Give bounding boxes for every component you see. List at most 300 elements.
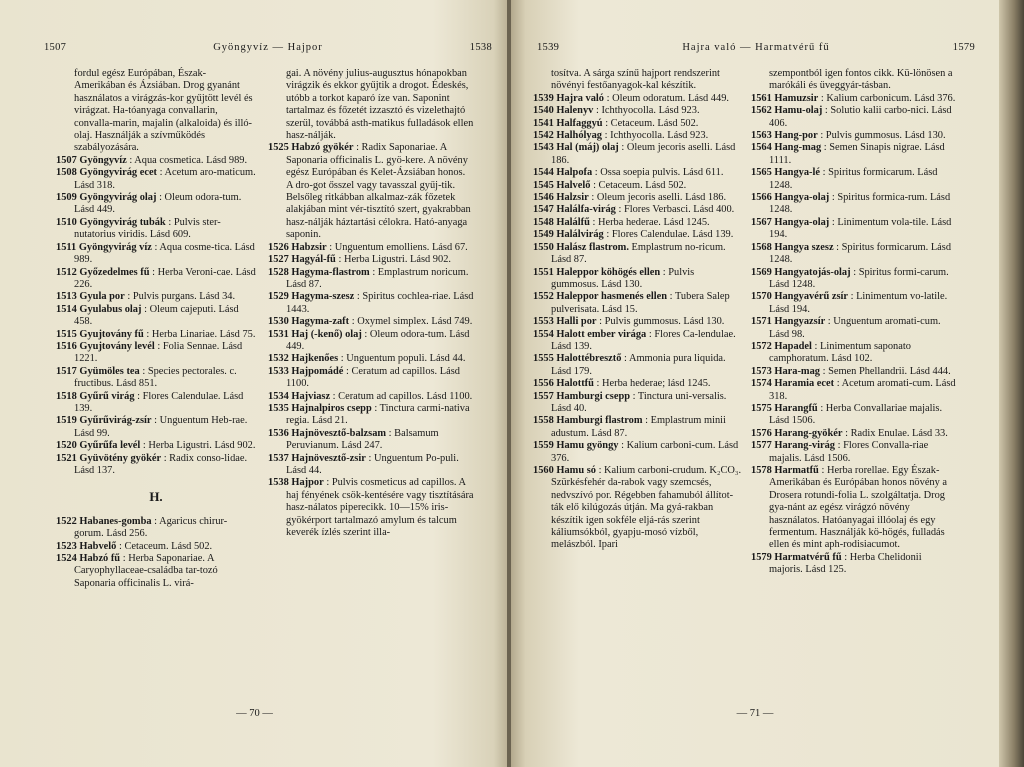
- dictionary-entry: [268, 142, 474, 241]
- entry-definition: : Pulvis gummosus. Lásd 130.: [551, 266, 695, 290]
- header-title: Hajra való — Harmatvérű fű: [682, 42, 830, 53]
- entry-definition: : Herba Veroni-cae. Lásd 226.: [74, 266, 256, 290]
- entry-term: Hangyazsír: [774, 316, 826, 328]
- entry-number: 1548: [533, 216, 554, 228]
- dictionary-entry: [268, 329, 474, 354]
- entry-number: 1509: [56, 192, 77, 204]
- continuation-text: szempontból igen fontos cikk. Kü-lönösen a marókáli és üveggyár-tásban.: [769, 68, 953, 92]
- entry-number: 1533: [268, 365, 289, 377]
- entry-definition: : Flores Calendulae. Lásd 139.: [74, 390, 244, 414]
- entry-definition: : Acetum aromati-cum. Lásd 318.: [769, 378, 956, 402]
- dictionary-entry: [268, 242, 474, 254]
- left-page: [0, 0, 509, 767]
- dictionary-entry: [268, 291, 474, 316]
- entry-definition: : Unguentum aromati-cum. Lásd 98.: [769, 316, 941, 340]
- dictionary-entry: [751, 552, 957, 577]
- entry-term: Hara-mag: [774, 365, 820, 377]
- dictionary-entry: [268, 254, 474, 266]
- left-column-1: [56, 68, 256, 590]
- entry-definition: : Unguentum Po-puli. Lásd 44.: [286, 452, 459, 476]
- entry-definition: : Ichthyocolla. Lásd 923.: [604, 130, 709, 142]
- right-column-2: [751, 68, 957, 577]
- dictionary-entry: [533, 229, 743, 241]
- entry-term: Hal (máj) olaj: [556, 142, 619, 154]
- dictionary-entry: [56, 541, 256, 553]
- entry-term: Hagyma-zaft: [291, 316, 350, 328]
- dictionary-entry: [751, 130, 957, 142]
- entry-number: 1537: [268, 452, 289, 464]
- entry-number: 1534: [268, 390, 289, 402]
- entry-term: Hajra való: [556, 92, 605, 104]
- entry-term: Gyöngyvirág olaj: [79, 192, 157, 204]
- entry-definition: : Oleum odora-tum. Lásd 449.: [74, 192, 242, 216]
- dictionary-entry: [268, 267, 474, 292]
- entry-term: Hajnövesztő-zsir: [291, 452, 366, 464]
- entry-definition: Emplastrum no-ricum. Lásd 87.: [551, 241, 726, 266]
- entry-term: Hamburgi flastrom: [556, 415, 643, 427]
- page-footer: — 71 —: [736, 708, 774, 719]
- entry-term: Hangya-olaj: [774, 192, 830, 204]
- entry-number: 1579: [751, 551, 772, 563]
- dictionary-entry: [56, 155, 256, 167]
- dictionary-entry: [268, 477, 474, 539]
- entry-definition: : Tinctura carmi-nativa regia. Lásd 21.: [286, 402, 470, 427]
- right-page: [511, 0, 999, 767]
- entry-term: Hamu gyöngy: [556, 440, 619, 452]
- entry-number: 1536: [268, 427, 289, 439]
- dictionary-entry: [533, 118, 743, 130]
- entry-number: 1516: [56, 340, 77, 352]
- entry-number: 1514: [56, 303, 77, 315]
- entry-number: 1530: [268, 316, 289, 328]
- entry-definition: : Ceratum ad capillos. Lásd 1100.: [332, 390, 473, 402]
- entry-number: 1568: [751, 241, 772, 253]
- entry-term: Harang-gyökér: [774, 427, 843, 439]
- entry-definition: : Agaricus chirur-gorum. Lásd 256.: [74, 515, 228, 540]
- entry-number: 1541: [533, 117, 554, 129]
- dictionary-entry: [751, 316, 957, 341]
- entry-term: Hajnalpiros csepp: [291, 402, 372, 414]
- entry-number: 1510: [56, 216, 77, 228]
- entry-term: Hangyatojás-olaj: [774, 266, 851, 278]
- dictionary-entry: [56, 291, 256, 303]
- entry-term: Hangya-lé: [774, 167, 820, 179]
- entry-term: Halálfű: [556, 216, 590, 228]
- entry-definition: : Spiritus formica-rum. Lásd 1248.: [769, 192, 951, 216]
- dictionary-entry: [751, 267, 957, 292]
- entry-definition: : Balsamum Peruvianum. Lásd 247.: [286, 427, 439, 452]
- entry-term: Gyűrűvirág-zsír: [79, 415, 152, 427]
- entry-term: Hamburgi csepp: [556, 390, 630, 402]
- entry-number: 1545: [533, 179, 554, 191]
- entry-term: Habzó fű: [79, 553, 121, 565]
- entry-number: 1542: [533, 130, 554, 142]
- dictionary-entry: [56, 366, 256, 391]
- entry-definition: : Spiritus formicarum. Lásd 1248.: [769, 167, 938, 191]
- dictionary-entry: [533, 242, 743, 267]
- entry-definition: : Ichthyocolla. Lásd 923.: [595, 105, 700, 117]
- entry-definition: : Herba Ligustri. Lásd 902.: [142, 440, 256, 452]
- entry-term: Hangya-olaj: [774, 216, 830, 228]
- entry-term: Halász flastrom.: [556, 241, 629, 253]
- dictionary-entry: [268, 453, 474, 478]
- entry-number: 1572: [751, 340, 772, 352]
- entry-term: Habanes-gomba: [79, 515, 152, 527]
- entry-term: Haleppor köhögés ellen: [556, 266, 661, 278]
- entry-term: Halálvirág: [556, 229, 604, 241]
- dictionary-entry: [533, 130, 743, 142]
- entry-definition: : Pulvis ster-nutatorius viridis. Lásd 609.: [74, 216, 221, 241]
- entry-number: 1521: [56, 452, 77, 464]
- entry-definition: : Pulvis gummosus. Lásd 130.: [599, 316, 725, 328]
- dictionary-entry: [751, 93, 957, 105]
- header-page-number: 1579: [952, 42, 975, 53]
- entry-term: Haj (-kenő) olaj: [291, 328, 362, 340]
- entry-definition: : Cetaceum. Lásd 502.: [118, 540, 213, 552]
- dictionary-entry: [751, 291, 957, 316]
- entry-number: 1517: [56, 365, 77, 377]
- entry-term: Gyula por: [79, 291, 125, 303]
- entry-term: Halli por: [556, 316, 597, 328]
- entry-definition: : Solutio kalii carbo-nici. Lásd 406.: [769, 105, 952, 129]
- dictionary-entry: [751, 440, 957, 465]
- entry-term: Gyöngyvirág tubák: [79, 216, 166, 228]
- entry-term: Halottfű: [556, 378, 594, 390]
- entry-definition: : Tinctura uni-versalis. Lásd 40.: [551, 390, 727, 414]
- entry-number: 1573: [751, 365, 772, 377]
- entry-term: Harmatvérű fű: [774, 551, 842, 563]
- dictionary-entry: [268, 428, 474, 453]
- entry-definition: : Herba Linariae. Lásd 75.: [146, 328, 256, 340]
- entry-term: Hangyavérű zsír: [774, 291, 848, 303]
- dictionary-entry: [751, 378, 957, 403]
- dictionary-entry: [751, 217, 957, 242]
- entry-definition: : Unguentum Heb-rae. Lásd 99.: [74, 415, 248, 439]
- entry-number: 1522: [56, 515, 77, 527]
- entry-number: 1578: [751, 465, 772, 476]
- entry-number: 1524: [56, 553, 77, 565]
- entry-number: 1539: [533, 92, 554, 104]
- entry-term: Hapadel: [774, 340, 812, 352]
- entry-term: Halvelő: [556, 179, 591, 191]
- entry-term: Habzsir: [291, 241, 327, 253]
- dictionary-entry: [56, 341, 256, 366]
- continuation-text: gai. A növény julius-augusztus hónapokban virágzik és ekkor gyűjtik a drogot. Édeskés, utóbb a torkot kaparó íze van. Saponint tartalmaz és főzetét izzasztó és vizelethajtó szerül, továbbá asth-matikus fulladások ellen hasz-nálják.: [286, 68, 474, 142]
- entry-number: 1566: [751, 192, 772, 204]
- entry-term: Gyöngyvirág ecet: [79, 167, 158, 179]
- dictionary-entry: [751, 242, 957, 267]
- entry-definition: : Herba Convallariae majalis. Lásd 1506.: [769, 402, 943, 427]
- entry-definition: : Radix Enulae. Lásd 33.: [845, 427, 948, 439]
- entry-number: 1553: [533, 316, 554, 328]
- entry-term: Hajpomádé: [291, 365, 344, 377]
- entry-term: Habzó gyökér: [291, 142, 354, 154]
- entry-term: Haleppor hasmenés ellen: [556, 291, 668, 303]
- entry-definition: : Ammonia pura liquida. Lásd 179.: [551, 353, 726, 377]
- page-edge: [999, 0, 1024, 767]
- dictionary-entry: [751, 341, 957, 366]
- dictionary-entry: [533, 204, 743, 216]
- entry-term: Harmatfű: [774, 465, 819, 476]
- entry-definition: : Species pectorales. c. fructibus. Lásd 851.: [74, 365, 237, 390]
- dictionary-entry: [751, 366, 957, 378]
- entry-definition: : Linimentum vola-tile. Lásd 194.: [769, 216, 952, 241]
- entry-term: Hajnövesztő-balzsam: [291, 427, 387, 439]
- dictionary-entry: [533, 217, 743, 229]
- entry-definition: : Herba hederae; lásd 1245.: [596, 378, 711, 390]
- entry-number: 1512: [56, 266, 77, 278]
- entry-number: 1532: [268, 353, 289, 365]
- entry-number: 1520: [56, 440, 77, 452]
- entry-number: 1558: [533, 415, 554, 427]
- entry-term: Hagyma-szesz: [291, 291, 355, 303]
- entry-definition: : Oleum jecoris aselli. Lásd 186.: [591, 192, 727, 204]
- entry-definition: : Acetum aro-maticum. Lásd 318.: [74, 167, 256, 191]
- entry-term: Gyujtovány levél: [79, 340, 155, 352]
- entry-definition: : Oleum cajeputi. Lásd 458.: [74, 303, 239, 328]
- entry-term: Halottébresztő: [556, 353, 622, 365]
- entry-definition: : Linimentum saponato camphoratum. Lásd 102.: [769, 340, 911, 365]
- dictionary-entry: [268, 353, 474, 365]
- entry-definition: : Herba Saponariae. A Caryophyllaceae-családba tar-tozó Saponaria officinalis L. virá-: [74, 553, 218, 589]
- entry-number: 1523: [56, 540, 77, 552]
- dictionary-entry: [533, 267, 743, 292]
- entry-number: 1511: [56, 241, 77, 253]
- entry-definition: : Flores Ca-lendulae. Lásd 139.: [551, 328, 736, 352]
- entry-definition: : Linimentum vo-latile. Lásd 194.: [769, 291, 948, 315]
- entry-number: 1556: [533, 378, 554, 390]
- dictionary-entry: [533, 329, 743, 354]
- dictionary-entry: [56, 304, 256, 329]
- entry-term: Hagyál-fű: [291, 254, 336, 266]
- entry-definition: : Ossa soepia pulvis. Lásd 611.: [594, 167, 724, 179]
- entry-number: 1515: [56, 328, 77, 340]
- entry-definition: : Flores Verbasci. Lásd 400.: [618, 204, 735, 216]
- entry-number: 1518: [56, 390, 77, 402]
- header-title: Gyöngyvíz — Hajpor: [213, 42, 323, 53]
- dictionary-entry: [751, 142, 957, 167]
- entry-number: 1546: [533, 192, 554, 204]
- entry-term: Hamuzsir: [774, 92, 819, 104]
- entry-definition: : Radix conso-lidae. Lásd 137.: [74, 452, 248, 476]
- dictionary-entry: [56, 329, 256, 341]
- entry-definition: : Tubera Salep pulverisata. Lásd 15.: [551, 291, 730, 315]
- entry-number: 1557: [533, 390, 554, 402]
- entry-term: Gyüvötény gyökér: [79, 452, 162, 464]
- dictionary-entry: [56, 167, 256, 192]
- dictionary-entry: [533, 105, 743, 117]
- entry-definition: : Unguentum emolliens. Lásd 67.: [329, 241, 468, 253]
- dictionary-entry: [533, 192, 743, 204]
- entry-number: 1559: [533, 440, 554, 452]
- entry-definition: : Kalium carboni-crudum. K₂CO₃. Szürkésfehér da-rabok vagy szemcsés, nedvszívó por. Régebben fahamuból állítot-ták elő kilúgozás útján. Ma gyá-rakban készítik igen sokféle eljá-rás szerint káliumsókból, gyapju-mosó vízből, melászból. Ipari: [551, 465, 742, 551]
- entry-definition: : Folia Sennae. Lásd 1221.: [74, 340, 243, 365]
- dictionary-entry: [533, 465, 743, 552]
- entry-definition: : Pulvis gummosus. Lásd 130.: [820, 130, 946, 142]
- dictionary-entry: [268, 391, 474, 403]
- entry-number: 1538: [268, 477, 289, 489]
- entry-number: 1540: [533, 105, 554, 117]
- entry-term: Hang-mag: [774, 142, 822, 154]
- entry-definition: : Pulvis cosmeticus ad capillos. A haj fényének csök-kentésére vagy tisztítására hasz-nálatos piperecikk. 10—15% iris-gyökérport tartalmazó amylum és talcum keverék ízlés szerint illa-: [286, 477, 474, 539]
- entry-term: Hamu só: [556, 465, 596, 476]
- entry-number: 1576: [751, 427, 772, 439]
- dictionary-entry: [533, 291, 743, 316]
- dictionary-entry: [268, 403, 474, 428]
- dictionary-entry: [56, 440, 256, 452]
- entry-number: 1552: [533, 291, 554, 303]
- dictionary-entry: [56, 553, 256, 590]
- entry-definition: : Semen Sinapis nigrae. Lásd 1111.: [769, 142, 945, 166]
- entry-number: 1574: [751, 378, 772, 390]
- entry-number: 1529: [268, 291, 289, 303]
- dictionary-entry: [533, 142, 743, 167]
- entry-definition: : Semen Phellandrii. Lásd 444.: [822, 365, 951, 377]
- entry-number: 1507: [56, 154, 77, 166]
- entry-definition: : Kalium carboni-cum. Lásd 376.: [551, 440, 739, 464]
- entry-number: 1562: [751, 105, 772, 117]
- entry-definition: : Herba hederae. Lásd 1245.: [592, 216, 710, 228]
- dictionary-entry: [533, 391, 743, 416]
- entry-number: 1551: [533, 266, 554, 278]
- entry-term: Hangya szesz: [774, 241, 834, 253]
- entry-definition: : Spiritus cochlea-riae. Lásd 1443.: [286, 291, 474, 315]
- entry-number: 1564: [751, 142, 772, 154]
- entry-number: 1565: [751, 167, 772, 179]
- entry-term: Gyűrű virág: [79, 390, 135, 402]
- dictionary-entry: [56, 415, 256, 440]
- entry-number: 1535: [268, 402, 289, 414]
- entry-term: Harangfű: [774, 402, 818, 414]
- continuation-text: tosítva. A sárga színű hajport rendszerint növényi festőanyagok-kal készítik.: [551, 68, 720, 92]
- entry-number: 1571: [751, 316, 772, 328]
- entry-term: Gyűrűfa levél: [79, 440, 141, 452]
- entry-term: Hajkenőes: [291, 353, 339, 365]
- dictionary-entry: [751, 192, 957, 217]
- continuation-text: fordul egész Európában, Észak-Amerikában és Ázsiában. Drog gyanánt használatos a virágzás-kor gyűjtött levél és virágzat. Ha-tóanyaga convallarin, convalla-marin, majalin (alkaloida) és illó-olaj. Használják a szívműködés szabályozására.: [74, 68, 253, 154]
- entry-definition: : Spiritus formi-carum. Lásd 1248.: [769, 266, 949, 290]
- entry-definition: : Flores Calendulae. Lásd 139.: [606, 229, 734, 241]
- entry-definition: : Unguentum populi. Lásd 44.: [340, 353, 466, 365]
- entry-definition: : Aqua cosmetica. Lásd 989.: [129, 154, 248, 166]
- entry-number: 1563: [751, 130, 772, 142]
- entry-number: 1560: [533, 465, 554, 476]
- entry-term: Halfaggyú: [556, 117, 603, 129]
- entry-term: Hamu-olaj: [774, 105, 823, 117]
- section-letter-heading: H.: [149, 489, 163, 505]
- dictionary-entry: [533, 415, 743, 440]
- entry-definition: : Cetaceum. Lásd 502.: [593, 179, 687, 191]
- entry-number: 1570: [751, 291, 772, 303]
- entry-term: Halenyv: [556, 105, 594, 117]
- entry-definition: : Oleum odoratum. Lásd 449.: [606, 92, 729, 104]
- entry-definition: : Emplastrum noricum. Lásd 87.: [286, 266, 469, 290]
- entry-term: Haramia ecet: [774, 378, 835, 390]
- entry-definition: : Flores Convalla-riae majalis. Lásd 1506.: [769, 440, 929, 464]
- entry-term: Hang-por: [774, 130, 818, 142]
- dictionary-entry: [56, 267, 256, 292]
- entry-number: 1561: [751, 92, 772, 104]
- entry-term: Hajpor: [291, 477, 324, 489]
- entry-term: Gyulabus olaj: [79, 303, 142, 315]
- dictionary-entry: [533, 353, 743, 378]
- header-page-number: 1507: [44, 42, 67, 53]
- entry-number: 1528: [268, 266, 289, 278]
- entry-term: Gyujtovány fű: [79, 328, 144, 340]
- entry-number: 1526: [268, 241, 289, 253]
- entry-definition: : Herba Chelidonii majoris. Lásd 125.: [769, 551, 922, 576]
- entry-number: 1508: [56, 167, 77, 179]
- dictionary-entry: [533, 316, 743, 328]
- dictionary-entry: [56, 242, 256, 267]
- entry-definition: : Emplastrum minii adustum. Lásd 87.: [551, 415, 726, 439]
- entry-number: 1531: [268, 328, 289, 340]
- dictionary-entry: [533, 378, 743, 390]
- entry-term: Halhólyag: [556, 130, 603, 142]
- entry-term: Gyümöles tea: [79, 365, 140, 377]
- dictionary-entry: [751, 167, 957, 192]
- entry-number: 1547: [533, 204, 554, 216]
- entry-definition: : Radix Saponariae. A Saponaria officinalis L. gyö-kere. A növény egész Európában és Kelet-Ázsiában honos. A dro-got ősszel vagy tavasszal gyűj-tik. Belsőleg ritkábban alkalmaz-zák főzetek alakjában mint vér-tisztító szert, gyakrabban hasz-nálják háztartási célokra. Ható-anyaga saponin.: [286, 142, 471, 241]
- header-entry-range: 1539: [537, 42, 560, 53]
- entry-number: 1549: [533, 229, 554, 241]
- dictionary-entry: [56, 516, 256, 541]
- entry-term: Harang-virág: [774, 440, 835, 452]
- entry-definition: : Oleum odora-tum. Lásd 449.: [286, 328, 470, 352]
- entry-term: Győzedelmes fű: [79, 266, 150, 278]
- entry-number: 1544: [533, 167, 554, 179]
- entry-number: 1554: [533, 328, 554, 340]
- dictionary-entry: [56, 391, 256, 416]
- entry-term: Halzsir: [556, 192, 589, 204]
- dictionary-entry: [56, 217, 256, 242]
- left-column-2: [268, 68, 474, 539]
- entry-number: 1567: [751, 216, 772, 228]
- entry-definition: : Oleum jecoris aselli. Lásd 186.: [551, 142, 736, 166]
- entry-number: 1577: [751, 440, 772, 452]
- entry-number: 1527: [268, 254, 289, 266]
- header-entry-range: 1538: [469, 42, 492, 53]
- entry-term: Hajviasz: [291, 390, 331, 402]
- entry-number: 1555: [533, 353, 554, 365]
- dictionary-entry: [751, 465, 957, 552]
- dictionary-entry: [533, 440, 743, 465]
- entry-term: Hagyma-flastrom: [291, 266, 370, 278]
- dictionary-entry: [751, 105, 957, 130]
- entry-definition: : Aqua cosme-tica. Lásd 989.: [74, 241, 255, 266]
- dictionary-entry: [533, 167, 743, 179]
- entry-definition: : Herba Ligustri. Lásd 902.: [338, 254, 451, 266]
- entry-term: Halott ember virága: [556, 328, 647, 340]
- entry-definition: : Spiritus formicarum. Lásd 1248.: [769, 241, 952, 266]
- entry-number: 1575: [751, 402, 772, 414]
- entry-definition: : Kalium carbonicum. Lásd 376.: [820, 92, 956, 104]
- entry-number: 1513: [56, 291, 77, 303]
- entry-definition: : Pulvis purgans. Lásd 34.: [127, 291, 236, 303]
- entry-number: 1569: [751, 266, 772, 278]
- dictionary-entry: [751, 403, 957, 428]
- entry-number: 1519: [56, 415, 77, 427]
- dictionary-entry: [751, 428, 957, 440]
- entry-definition: : Herba rorellae. Egy Észak-Amerikában és Európában honos növény a Drosera rotundi-folia L. szolgáltatja. Drog gya-nánt az egész virágzó növény használatos. Hatóanyagai illóolaj és egy fermentum. Használják kö-högés, fulladás ellen és mint aph-rodisiacumot.: [769, 465, 948, 551]
- dictionary-entry: [533, 180, 743, 192]
- entry-number: 1543: [533, 142, 554, 154]
- entry-definition: : Cetaceum. Lásd 502.: [605, 117, 699, 129]
- page-footer: — 70 —: [236, 708, 273, 719]
- dictionary-entry: [268, 366, 474, 391]
- entry-number: 1525: [268, 142, 289, 154]
- dictionary-entry: [56, 192, 256, 217]
